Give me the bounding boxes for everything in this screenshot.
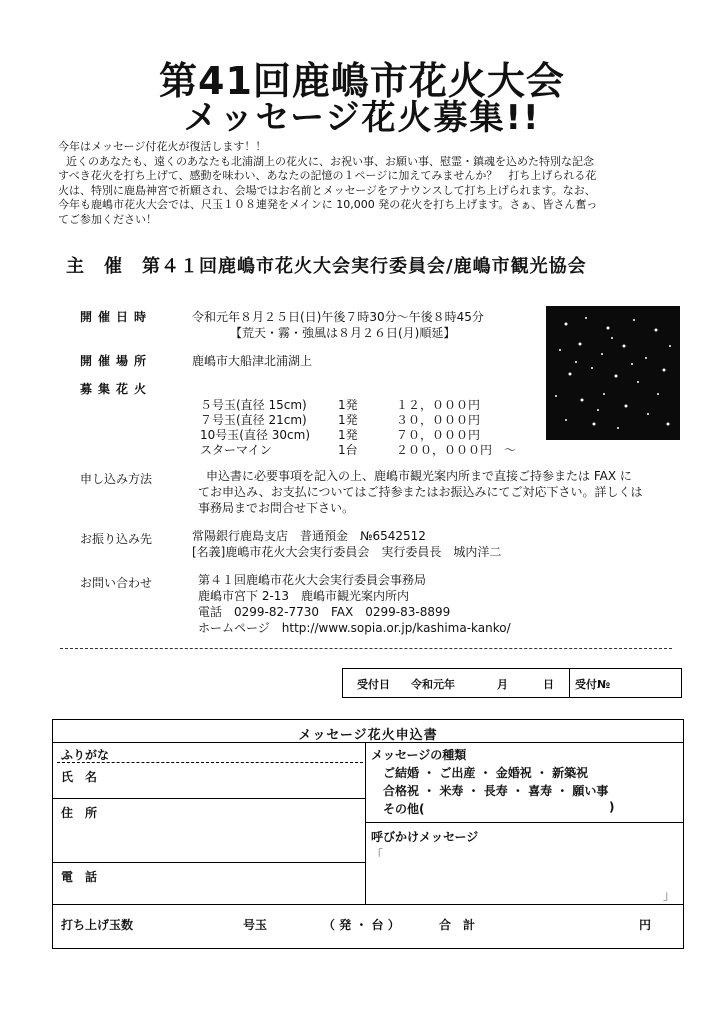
fireworks-price: ７０，０００円	[396, 428, 481, 442]
form-divider	[57, 762, 363, 763]
receipt-month: 月	[497, 678, 508, 691]
message-types-close: )	[609, 800, 615, 814]
total-label: 合 計	[439, 918, 476, 932]
receipt-date-label: 受付日	[357, 678, 390, 691]
form-title: メッセージ花火申込書	[298, 728, 438, 743]
apply-line: 事務局までお問合せ下さい。	[198, 501, 355, 515]
contact-line: 第４１回鹿嶋市花火大会実行委員会事務局	[198, 573, 427, 587]
fireworks-label: 募集花火	[80, 382, 153, 396]
cut-line	[60, 648, 672, 649]
fireworks-name: ７号玉(直径 21cm)	[200, 413, 307, 427]
venue-value: 鹿嶋市大船津北浦湖上	[192, 354, 313, 368]
receipt-divider	[569, 669, 570, 697]
contact-label: お問い合わせ	[80, 576, 153, 590]
fireworks-price: ２００，０００円 ～	[396, 443, 517, 457]
apply-text	[198, 468, 678, 516]
name-label: 氏 名	[61, 770, 98, 784]
venue-label: 開催場所	[80, 354, 153, 368]
receipt-era: 令和元年	[411, 678, 455, 691]
apply-line: 申込書に必要事項を記入の上、鹿嶋市観光案内所まで直接ご持参または FAX に	[206, 469, 632, 483]
intro-line: 近くのあなたも、遠くのあなたも北浦湖上の花火に、お祝い事、お願い事、慰霊・鎮魂を込めた特別な記念	[66, 154, 594, 168]
organizer: 主 催 第４１回鹿嶋市花火大会実行委員会/鹿嶋市観光協会	[66, 256, 587, 277]
fireworks-qty: 1発	[338, 413, 358, 427]
transfer-line: 常陽銀行鹿島支店 普通預金 №6542512	[192, 529, 426, 543]
fireworks-image	[546, 306, 680, 440]
apply-label: 申し込み方法	[80, 472, 153, 486]
open-bracket: 「	[371, 848, 384, 862]
unit-note: （ 発 ・ 台 ）	[323, 918, 400, 932]
address-label: 住 所	[61, 806, 98, 820]
transfer-label: お振り込み先	[80, 532, 153, 546]
fireworks-photo	[546, 306, 680, 440]
message-types-line2: 合格祝 ・ 米寿 ・ 長寿 ・ 喜寿 ・ 願い事	[383, 784, 609, 798]
receipt-no-label: 受付№	[575, 678, 611, 691]
form-divider	[53, 904, 683, 905]
contact-line: 鹿嶋市宮下 2-13 鹿嶋市観光案内所内	[198, 589, 410, 603]
size-unit: 号玉	[243, 918, 268, 932]
fireworks-qty: 1発	[338, 398, 358, 412]
intro-line: 今年はメッセージ付花火が復活します！！	[58, 140, 267, 153]
receipt-box	[342, 668, 682, 698]
count-label: 打ち上げ玉数	[61, 918, 134, 932]
title-line2: メッセージ花火募集!!	[183, 98, 541, 138]
form-divider	[365, 742, 366, 904]
apply-line: てお申込み、お支払についてはご持参またはお振込みにてご対応下さい。詳しくは	[198, 485, 643, 499]
form-divider	[365, 822, 683, 823]
message-types-line1: ご結婚 ・ ご出産 ・ 金婚祝 ・ 新築祝	[383, 766, 589, 780]
call-message-label: 呼びかけメッセージ	[371, 830, 479, 844]
fireworks-price: ３０，０００円	[396, 413, 481, 427]
yen-label: 円	[639, 918, 652, 932]
contact-line: ホームページ http://www.sopia.or.jp/kashima-kanko/	[198, 621, 511, 635]
close-bracket: 」	[663, 888, 676, 902]
fireworks-name: ５号玉(直径 15cm)	[200, 398, 307, 412]
intro-line: てご参加ください！	[58, 212, 157, 226]
form-divider	[53, 742, 683, 743]
contact-text	[198, 572, 511, 636]
furigana-label: ふりがな	[61, 748, 110, 762]
form-divider	[53, 798, 365, 799]
fireworks-qty: 1台	[338, 443, 358, 457]
phone-label: 電 話	[61, 870, 98, 884]
intro-line: 今年も鹿嶋市花火大会では、尺玉１０８連発をメインに 10,000 発の花火を打ち上げます。さぁ、皆さん奮っ	[58, 198, 598, 211]
title-line1: 第41回鹿嶋市花火大会	[159, 59, 565, 103]
transfer-line: [名義]鹿嶋市花火大会実行委員会 実行委員長 城内洋二	[192, 545, 502, 559]
intro-text	[58, 140, 688, 227]
fireworks-name: スターマイン	[200, 443, 272, 457]
intro-line: すべき花火を打ち上げて、感動を味わい、あなたの記憶の１ページに加えてみませんか？ 打ち上げられる花	[58, 169, 597, 182]
date-label: 開催日時	[80, 310, 153, 324]
contact-line: 電話 0299-82-7730 FAX 0299-83-8899	[198, 605, 451, 619]
transfer-text	[192, 528, 501, 560]
date-note: 【荒天・霧・強風は８月２６日(月)順延】	[230, 326, 456, 340]
fireworks-name: 10号玉(直径 30cm)	[200, 428, 311, 442]
message-type-label: メッセージの種類	[371, 748, 467, 762]
form-divider	[53, 862, 365, 863]
intro-line: 火は、特別に鹿島神宮で祈願され、会場ではお名前とメッセージをアナウンスして打ち上げられます。なお、	[58, 183, 596, 197]
application-form	[52, 719, 684, 949]
date-value: 令和元年８月２５日(日)午後７時30分～午後８時45分	[192, 310, 484, 324]
fireworks-price: １２，０００円	[396, 398, 481, 412]
receipt-day: 日	[543, 678, 554, 691]
message-types-other: その他(	[383, 802, 425, 816]
fireworks-qty: 1発	[338, 428, 358, 442]
